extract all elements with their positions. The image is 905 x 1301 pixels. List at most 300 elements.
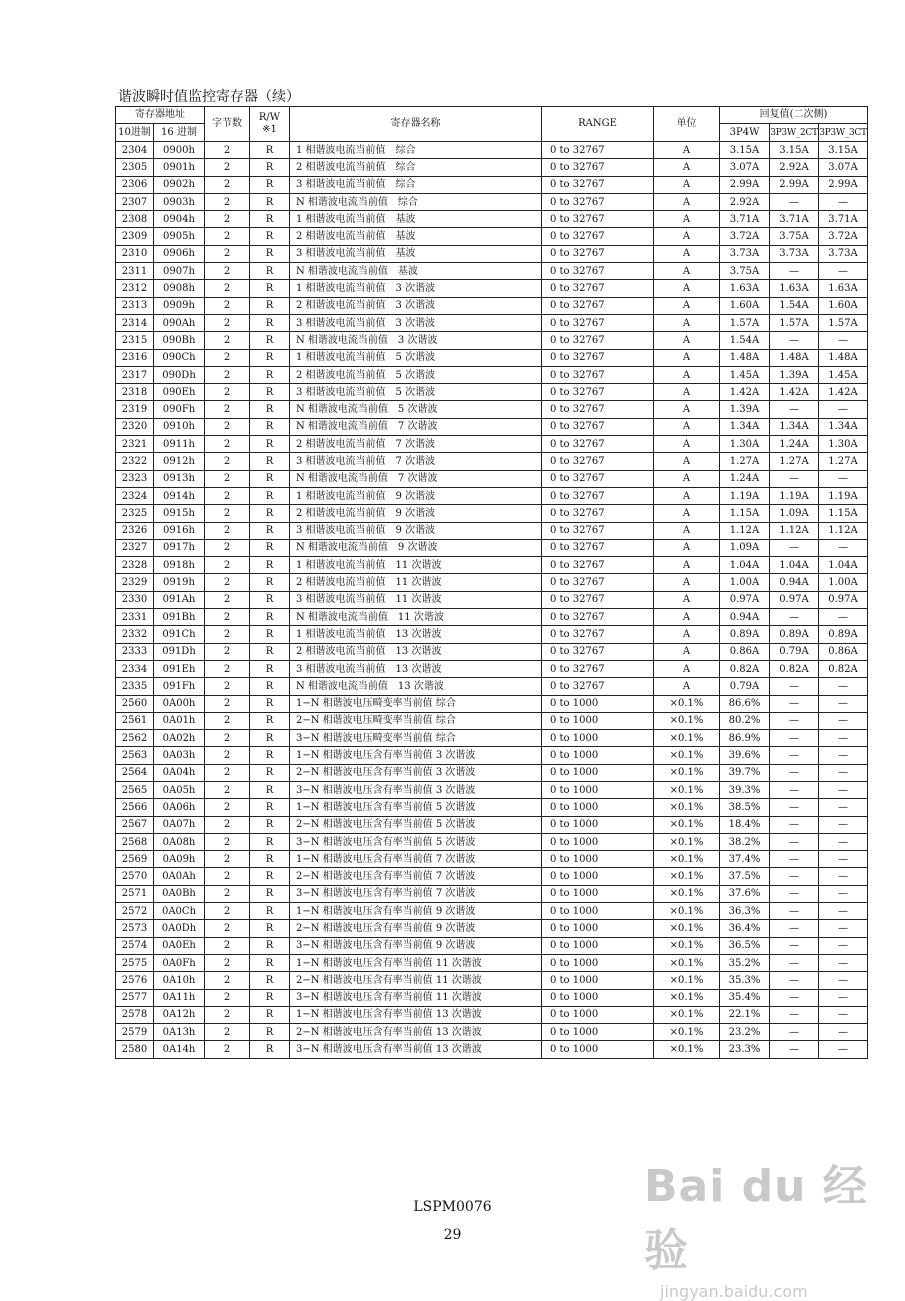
cell-range: 0 to 1000	[542, 1041, 654, 1058]
cell-hex-address: 0A03h	[154, 747, 205, 764]
cell-unit: ×0.1%	[654, 903, 720, 920]
cell-3p4w: 35.3%	[720, 972, 770, 989]
cell-bytes: 2	[205, 626, 250, 643]
cell-rw: R	[250, 436, 290, 453]
cell-3p4w: 1.42A	[720, 384, 770, 401]
cell-bytes: 2	[205, 574, 250, 591]
cell-3p3w-2ct: —	[770, 695, 819, 712]
cell-dec-address: 2560	[116, 695, 154, 712]
cell-unit: A	[654, 245, 720, 262]
cell-unit: ×0.1%	[654, 1041, 720, 1058]
cell-unit: A	[654, 401, 720, 418]
cell-3p3w-3ct: 0.89A	[819, 626, 868, 643]
table-row	[116, 1024, 868, 1041]
cell-bytes: 2	[205, 366, 250, 383]
cell-bytes: 2	[205, 989, 250, 1006]
cell-rw: R	[250, 505, 290, 522]
header-bytes: 字节数	[205, 107, 250, 142]
cell-dec-address: 2318	[116, 384, 154, 401]
cell-hex-address: 0A13h	[154, 1024, 205, 1041]
cell-unit: ×0.1%	[654, 747, 720, 764]
cell-bytes: 2	[205, 228, 250, 245]
cell-3p4w: 39.7%	[720, 764, 770, 781]
table-row	[116, 885, 868, 902]
cell-hex-address: 0A0Dh	[154, 920, 205, 937]
cell-3p3w-2ct: 0.79A	[770, 643, 819, 660]
cell-bytes: 2	[205, 868, 250, 885]
table-row	[116, 487, 868, 504]
cell-3p4w: 37.4%	[720, 851, 770, 868]
cell-register-name: 3−N 相谐波电压含有率当前值 5 次谐波	[290, 833, 542, 850]
table-row	[116, 678, 868, 695]
cell-range: 0 to 1000	[542, 816, 654, 833]
cell-range: 0 to 32767	[542, 245, 654, 262]
cell-hex-address: 0915h	[154, 505, 205, 522]
cell-bytes: 2	[205, 470, 250, 487]
table-row	[116, 591, 868, 608]
table-row	[116, 643, 868, 660]
cell-bytes: 2	[205, 885, 250, 902]
cell-3p3w-2ct: 1.24A	[770, 436, 819, 453]
cell-3p3w-3ct: —	[819, 695, 868, 712]
table-row	[116, 660, 868, 677]
cell-dec-address: 2307	[116, 193, 154, 210]
table-row	[116, 868, 868, 885]
cell-3p3w-2ct: 2.92A	[770, 159, 819, 176]
cell-bytes: 2	[205, 505, 250, 522]
cell-3p3w-2ct: 0.94A	[770, 574, 819, 591]
cell-hex-address: 0A14h	[154, 1041, 205, 1058]
cell-hex-address: 0905h	[154, 228, 205, 245]
table-row	[116, 436, 868, 453]
table-row	[116, 384, 868, 401]
cell-unit: A	[654, 142, 720, 159]
cell-bytes: 2	[205, 781, 250, 798]
header-register-name: 寄存器名称	[290, 107, 542, 142]
cell-range: 0 to 32767	[542, 522, 654, 539]
table-row	[116, 332, 868, 349]
cell-3p3w-2ct: —	[770, 972, 819, 989]
cell-3p4w: 1.30A	[720, 436, 770, 453]
cell-rw: R	[250, 1024, 290, 1041]
cell-3p4w: 1.45A	[720, 366, 770, 383]
cell-3p4w: 1.27A	[720, 453, 770, 470]
cell-rw: R	[250, 833, 290, 850]
cell-bytes: 2	[205, 297, 250, 314]
cell-register-name: 1 相谐波电流当前值 综合	[290, 142, 542, 159]
cell-3p3w-2ct: —	[770, 799, 819, 816]
cell-register-name: 3 相谐波电流当前值 9 次谐波	[290, 522, 542, 539]
cell-dec-address: 2326	[116, 522, 154, 539]
cell-register-name: 1−N 相谐波电压含有率当前值 7 次谐波	[290, 851, 542, 868]
table-row	[116, 851, 868, 868]
cell-bytes: 2	[205, 453, 250, 470]
cell-dec-address: 2579	[116, 1024, 154, 1041]
cell-bytes: 2	[205, 591, 250, 608]
cell-register-name: 2 相谐波电流当前值 9 次谐波	[290, 505, 542, 522]
table-row	[116, 989, 868, 1006]
cell-3p4w: 36.5%	[720, 937, 770, 954]
cell-dec-address: 2313	[116, 297, 154, 314]
cell-rw: R	[250, 332, 290, 349]
cell-rw: R	[250, 574, 290, 591]
cell-3p3w-2ct: —	[770, 712, 819, 729]
cell-3p3w-3ct: 1.30A	[819, 436, 868, 453]
cell-register-name: 2 相谐波电流当前值 5 次谐波	[290, 366, 542, 383]
cell-hex-address: 0A07h	[154, 816, 205, 833]
cell-register-name: 2−N 相谐波电压含有率当前值 13 次谐波	[290, 1024, 542, 1041]
cell-register-name: N 相谐波电流当前值 7 次谐波	[290, 418, 542, 435]
cell-3p3w-3ct: —	[819, 816, 868, 833]
cell-3p3w-2ct: —	[770, 989, 819, 1006]
cell-3p4w: 2.99A	[720, 176, 770, 193]
cell-unit: A	[654, 505, 720, 522]
cell-3p4w: 1.24A	[720, 470, 770, 487]
cell-3p4w: 3.75A	[720, 263, 770, 280]
cell-bytes: 2	[205, 799, 250, 816]
cell-rw: R	[250, 816, 290, 833]
cell-bytes: 2	[205, 384, 250, 401]
cell-register-name: 1−N 相谐波电压含有率当前值 11 次谐波	[290, 954, 542, 971]
cell-3p3w-2ct: 1.48A	[770, 349, 819, 366]
cell-bytes: 2	[205, 436, 250, 453]
header-rw-label: R/W	[258, 112, 281, 123]
cell-unit: A	[654, 176, 720, 193]
cell-3p3w-2ct: —	[770, 885, 819, 902]
cell-bytes: 2	[205, 920, 250, 937]
table-row	[116, 574, 868, 591]
cell-3p3w-2ct: 1.54A	[770, 297, 819, 314]
table-row	[116, 211, 868, 228]
cell-3p3w-3ct: 1.00A	[819, 574, 868, 591]
cell-3p3w-2ct: 0.82A	[770, 660, 819, 677]
cell-rw: R	[250, 643, 290, 660]
cell-rw: R	[250, 868, 290, 885]
cell-range: 0 to 1000	[542, 799, 654, 816]
cell-range: 0 to 32767	[542, 176, 654, 193]
cell-3p4w: 35.2%	[720, 954, 770, 971]
cell-hex-address: 0912h	[154, 453, 205, 470]
cell-bytes: 2	[205, 937, 250, 954]
cell-range: 0 to 32767	[542, 539, 654, 556]
cell-3p3w-2ct: —	[770, 851, 819, 868]
table-row	[116, 228, 868, 245]
table-row	[116, 626, 868, 643]
cell-hex-address: 0A04h	[154, 764, 205, 781]
cell-3p3w-2ct: —	[770, 332, 819, 349]
cell-range: 0 to 1000	[542, 695, 654, 712]
cell-3p4w: 1.60A	[720, 297, 770, 314]
cell-unit: A	[654, 418, 720, 435]
cell-register-name: 1−N 相谐波电压含有率当前值 3 次谐波	[290, 747, 542, 764]
cell-dec-address: 2333	[116, 643, 154, 660]
cell-3p3w-3ct: 1.57A	[819, 314, 868, 331]
cell-range: 0 to 1000	[542, 989, 654, 1006]
cell-bytes: 2	[205, 245, 250, 262]
cell-bytes: 2	[205, 851, 250, 868]
cell-dec-address: 2324	[116, 487, 154, 504]
cell-3p3w-2ct: —	[770, 1041, 819, 1058]
cell-3p3w-2ct: 2.99A	[770, 176, 819, 193]
cell-3p4w: 36.4%	[720, 920, 770, 937]
cell-dec-address: 2331	[116, 609, 154, 626]
table-row	[116, 972, 868, 989]
cell-3p3w-3ct: —	[819, 747, 868, 764]
cell-3p3w-2ct: 3.71A	[770, 211, 819, 228]
cell-rw: R	[250, 366, 290, 383]
cell-unit: A	[654, 384, 720, 401]
cell-3p3w-2ct: 1.34A	[770, 418, 819, 435]
table-row	[116, 609, 868, 626]
cell-rw: R	[250, 730, 290, 747]
cell-rw: R	[250, 781, 290, 798]
cell-range: 0 to 1000	[542, 1006, 654, 1023]
cell-register-name: 1 相谐波电流当前值 11 次谐波	[290, 557, 542, 574]
cell-3p4w: 3.73A	[720, 245, 770, 262]
cell-unit: A	[654, 574, 720, 591]
cell-3p3w-2ct: —	[770, 1006, 819, 1023]
cell-bytes: 2	[205, 418, 250, 435]
cell-3p3w-3ct: 0.97A	[819, 591, 868, 608]
cell-register-name: 1 相谐波电流当前值 13 次谐波	[290, 626, 542, 643]
header-range: RANGE	[542, 107, 654, 142]
cell-rw: R	[250, 609, 290, 626]
cell-3p3w-3ct: 2.99A	[819, 176, 868, 193]
cell-3p4w: 1.12A	[720, 522, 770, 539]
header-3p3w-2ct: 3P3W_2CT	[770, 124, 819, 142]
cell-register-name: 3 相谐波电流当前值 13 次谐波	[290, 660, 542, 677]
cell-hex-address: 0A01h	[154, 712, 205, 729]
cell-3p3w-3ct: —	[819, 470, 868, 487]
cell-3p3w-3ct: —	[819, 678, 868, 695]
cell-unit: ×0.1%	[654, 1006, 720, 1023]
cell-3p4w: 39.6%	[720, 747, 770, 764]
cell-bytes: 2	[205, 1024, 250, 1041]
cell-3p3w-3ct: —	[819, 903, 868, 920]
cell-hex-address: 091Dh	[154, 643, 205, 660]
cell-dec-address: 2315	[116, 332, 154, 349]
table-row	[116, 176, 868, 193]
cell-3p3w-3ct: —	[819, 989, 868, 1006]
cell-register-name: 2 相谐波电流当前值 13 次谐波	[290, 643, 542, 660]
cell-dec-address: 2314	[116, 314, 154, 331]
cell-3p3w-2ct: —	[770, 868, 819, 885]
cell-range: 0 to 32767	[542, 660, 654, 677]
cell-3p4w: 1.63A	[720, 280, 770, 297]
cell-3p3w-3ct: —	[819, 730, 868, 747]
cell-3p4w: 1.19A	[720, 487, 770, 504]
cell-dec-address: 2320	[116, 418, 154, 435]
cell-rw: R	[250, 695, 290, 712]
cell-rw: R	[250, 349, 290, 366]
cell-3p4w: 1.54A	[720, 332, 770, 349]
table-row	[116, 193, 868, 210]
cell-register-name: 1−N 相谐波电压含有率当前值 9 次谐波	[290, 903, 542, 920]
table-row	[116, 366, 868, 383]
cell-rw: R	[250, 954, 290, 971]
cell-register-name: N 相谐波电流当前值 综合	[290, 193, 542, 210]
cell-unit: A	[654, 211, 720, 228]
cell-hex-address: 091Bh	[154, 609, 205, 626]
cell-unit: ×0.1%	[654, 954, 720, 971]
cell-3p4w: 18.4%	[720, 816, 770, 833]
cell-bytes: 2	[205, 764, 250, 781]
cell-3p3w-2ct: —	[770, 747, 819, 764]
cell-range: 0 to 32767	[542, 211, 654, 228]
cell-3p4w: 35.4%	[720, 989, 770, 1006]
cell-bytes: 2	[205, 954, 250, 971]
cell-range: 0 to 1000	[542, 747, 654, 764]
cell-range: 0 to 32767	[542, 228, 654, 245]
cell-3p3w-3ct: 3.73A	[819, 245, 868, 262]
table-row	[116, 920, 868, 937]
page-title: 谐波瞬时值监控寄存器（续）	[118, 89, 300, 105]
cell-unit: A	[654, 159, 720, 176]
cell-unit: A	[654, 539, 720, 556]
cell-3p3w-3ct: —	[819, 332, 868, 349]
cell-bytes: 2	[205, 712, 250, 729]
cell-rw: R	[250, 245, 290, 262]
cell-3p3w-3ct: 0.86A	[819, 643, 868, 660]
cell-dec-address: 2317	[116, 366, 154, 383]
cell-dec-address: 2308	[116, 211, 154, 228]
cell-dec-address: 2334	[116, 660, 154, 677]
cell-unit: A	[654, 297, 720, 314]
cell-hex-address: 0A09h	[154, 851, 205, 868]
cell-hex-address: 0914h	[154, 487, 205, 504]
cell-3p3w-2ct: —	[770, 937, 819, 954]
cell-3p4w: 22.1%	[720, 1006, 770, 1023]
cell-register-name: N 相谐波电流当前值 9 次谐波	[290, 539, 542, 556]
cell-rw: R	[250, 972, 290, 989]
cell-rw: R	[250, 1006, 290, 1023]
table-row	[116, 557, 868, 574]
cell-dec-address: 2323	[116, 470, 154, 487]
cell-3p3w-3ct: 3.07A	[819, 159, 868, 176]
cell-3p3w-2ct: —	[770, 764, 819, 781]
table-row	[116, 816, 868, 833]
cell-range: 0 to 32767	[542, 470, 654, 487]
cell-hex-address: 0A08h	[154, 833, 205, 850]
cell-3p3w-2ct: 3.73A	[770, 245, 819, 262]
table-row	[116, 401, 868, 418]
cell-dec-address: 2565	[116, 781, 154, 798]
cell-range: 0 to 1000	[542, 868, 654, 885]
cell-unit: ×0.1%	[654, 937, 720, 954]
cell-3p3w-3ct: —	[819, 263, 868, 280]
cell-unit: ×0.1%	[654, 695, 720, 712]
cell-3p3w-2ct: —	[770, 401, 819, 418]
cell-register-name: 2−N 相谐波电压含有率当前值 11 次谐波	[290, 972, 542, 989]
cell-3p4w: 37.5%	[720, 868, 770, 885]
table-row	[116, 142, 868, 159]
cell-range: 0 to 1000	[542, 851, 654, 868]
cell-rw: R	[250, 176, 290, 193]
cell-rw: R	[250, 193, 290, 210]
cell-3p3w-3ct: 1.60A	[819, 297, 868, 314]
cell-unit: ×0.1%	[654, 920, 720, 937]
table-row	[116, 297, 868, 314]
cell-3p4w: 1.00A	[720, 574, 770, 591]
cell-range: 0 to 32767	[542, 505, 654, 522]
cell-bytes: 2	[205, 747, 250, 764]
cell-range: 0 to 32767	[542, 557, 654, 574]
cell-bytes: 2	[205, 678, 250, 695]
cell-3p3w-3ct: —	[819, 712, 868, 729]
cell-unit: ×0.1%	[654, 712, 720, 729]
cell-hex-address: 090Dh	[154, 366, 205, 383]
cell-3p3w-3ct: 1.19A	[819, 487, 868, 504]
cell-bytes: 2	[205, 609, 250, 626]
cell-unit: A	[654, 436, 720, 453]
cell-3p4w: 0.89A	[720, 626, 770, 643]
cell-3p3w-2ct: 1.39A	[770, 366, 819, 383]
cell-hex-address: 090Ah	[154, 314, 205, 331]
cell-range: 0 to 32767	[542, 591, 654, 608]
cell-unit: A	[654, 609, 720, 626]
cell-register-name: 1 相谐波电流当前值 9 次谐波	[290, 487, 542, 504]
cell-unit: ×0.1%	[654, 816, 720, 833]
cell-bytes: 2	[205, 833, 250, 850]
cell-unit: A	[654, 349, 720, 366]
cell-register-name: 2−N 相谐波电压含有率当前值 9 次谐波	[290, 920, 542, 937]
cell-hex-address: 0A00h	[154, 695, 205, 712]
cell-bytes: 2	[205, 730, 250, 747]
cell-hex-address: 0A0Ah	[154, 868, 205, 885]
cell-3p4w: 1.04A	[720, 557, 770, 574]
cell-rw: R	[250, 851, 290, 868]
cell-register-name: 2 相谐波电流当前值 3 次谐波	[290, 297, 542, 314]
table-row	[116, 712, 868, 729]
cell-register-name: 2−N 相谐波电压畸变率当前值 综合	[290, 712, 542, 729]
cell-range: 0 to 1000	[542, 920, 654, 937]
cell-3p3w-3ct: 1.04A	[819, 557, 868, 574]
cell-register-name: 3−N 相谐波电压含有率当前值 9 次谐波	[290, 937, 542, 954]
cell-range: 0 to 1000	[542, 781, 654, 798]
cell-3p4w: 1.57A	[720, 314, 770, 331]
cell-rw: R	[250, 920, 290, 937]
cell-hex-address: 090Bh	[154, 332, 205, 349]
cell-rw: R	[250, 626, 290, 643]
table-row	[116, 695, 868, 712]
cell-dec-address: 2567	[116, 816, 154, 833]
table-row	[116, 903, 868, 920]
table-row	[116, 1006, 868, 1023]
cell-bytes: 2	[205, 643, 250, 660]
cell-range: 0 to 32767	[542, 159, 654, 176]
cell-unit: A	[654, 487, 720, 504]
cell-register-name: 2−N 相谐波电压含有率当前值 5 次谐波	[290, 816, 542, 833]
cell-3p3w-3ct: —	[819, 193, 868, 210]
cell-3p3w-3ct: 0.82A	[819, 660, 868, 677]
cell-range: 0 to 32767	[542, 436, 654, 453]
table-row	[116, 1041, 868, 1058]
cell-unit: A	[654, 678, 720, 695]
cell-3p3w-3ct: —	[819, 1041, 868, 1058]
cell-bytes: 2	[205, 487, 250, 504]
table-row	[116, 453, 868, 470]
cell-3p4w: 0.94A	[720, 609, 770, 626]
cell-dec-address: 2328	[116, 557, 154, 574]
cell-3p3w-2ct: —	[770, 1024, 819, 1041]
cell-3p3w-2ct: 1.63A	[770, 280, 819, 297]
cell-unit: A	[654, 228, 720, 245]
cell-3p4w: 3.72A	[720, 228, 770, 245]
cell-dec-address: 2569	[116, 851, 154, 868]
cell-hex-address: 0906h	[154, 245, 205, 262]
cell-dec-address: 2574	[116, 937, 154, 954]
cell-hex-address: 0909h	[154, 297, 205, 314]
